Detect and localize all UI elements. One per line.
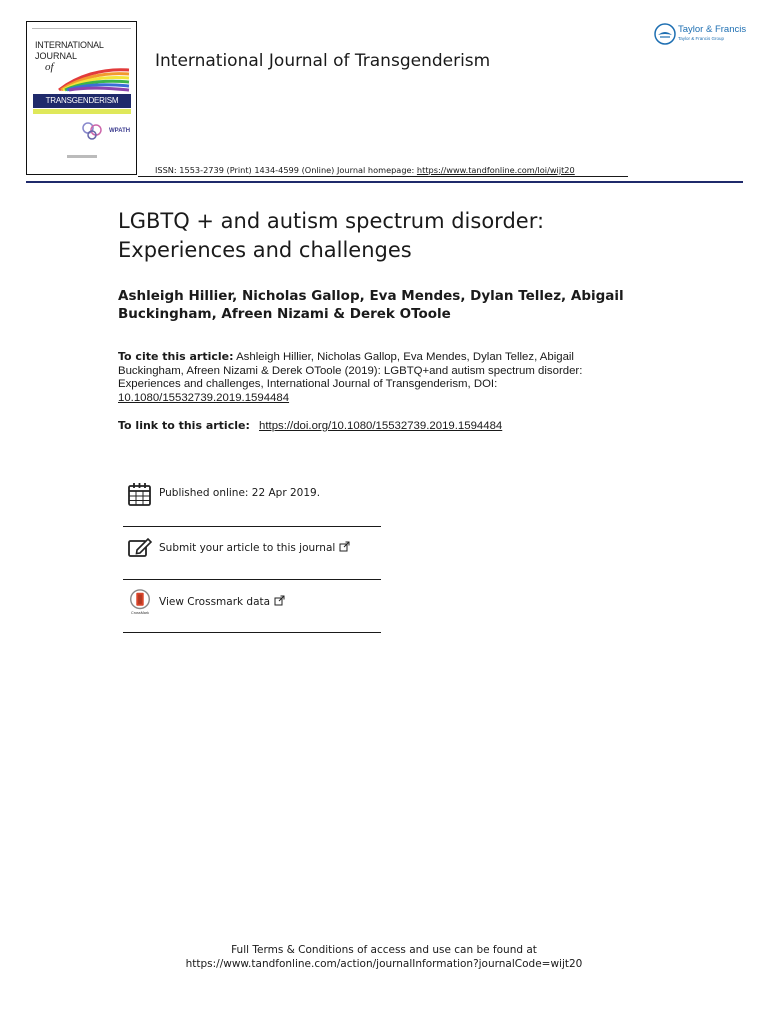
- link-label: To link to this article:: [118, 419, 250, 432]
- citation-block: [118, 350, 638, 405]
- authors-line1: Ashleigh Hillier, Nicholas Gallop, Eva Mendes, Dylan Tellez, Abigail: [118, 288, 624, 304]
- external-link-icon: [339, 541, 350, 552]
- cover-title-line2: JOURNAL: [35, 51, 78, 61]
- crossmark-icon: [127, 589, 153, 615]
- article-title-line1: LGBTQ + and autism spectrum disorder:: [118, 209, 545, 233]
- submit-article-text: Submit your article to this journal: [159, 542, 336, 554]
- crossmark-row[interactable]: [123, 589, 381, 641]
- issn-line: [155, 165, 575, 175]
- article-doi-url[interactable]: https://doi.org/10.1080/15532739.2019.1594484: [259, 420, 503, 432]
- svg-text:CrossMark: CrossMark: [131, 611, 149, 615]
- cover-rule: [32, 28, 131, 32]
- edit-icon: [127, 535, 153, 561]
- citation-label: To cite this article:: [118, 350, 234, 363]
- header-rule: [26, 181, 743, 183]
- cover-rainbow-graphic: [57, 66, 131, 92]
- article-title-line2: Experiences and challenges: [118, 238, 412, 262]
- article-authors: [118, 287, 678, 323]
- submit-article-link[interactable]: [159, 541, 350, 554]
- cover-strip: [33, 109, 131, 114]
- authors-line2: Buckingham, Afreen Nizami & Derek OToole: [118, 306, 451, 322]
- publisher-group: Taylor & Francis Group: [678, 36, 725, 41]
- header-thin-rule: [138, 176, 628, 177]
- published-online-text: Published online: 22 Apr 2019.: [159, 487, 321, 499]
- cover-title-line1: INTERNATIONAL: [35, 40, 104, 50]
- info-divider-1: [123, 526, 381, 527]
- journal-title: International Journal of Transgenderism: [155, 51, 491, 71]
- citation-doi-link[interactable]: 10.1080/15532739.2019.1594484: [118, 391, 290, 404]
- calendar-icon: [127, 481, 153, 507]
- external-link-icon: [274, 595, 285, 606]
- cover-symbol-graphic: [79, 120, 109, 142]
- cover-title-band: TRANSGENDERISM: [33, 94, 131, 108]
- info-divider-2: [123, 579, 381, 580]
- journal-cover-thumbnail: [26, 21, 137, 175]
- crossmark-link[interactable]: [159, 595, 285, 608]
- publisher-lamp-icon: [654, 23, 676, 45]
- info-divider-3: [123, 632, 381, 633]
- article-title: [118, 207, 678, 265]
- citation-text: Ashleigh Hillier, Nicholas Gallop, Eva Mendes, Dylan Tellez, Abigail Buckingham, Afreen Nizami & Derek OToole (2019): LGBTQ+and autism spectrum disorder: Experiences and challenges, International Journal of Transgenderism, DOI:: [118, 351, 583, 390]
- crossmark-text: View Crossmark data: [159, 596, 271, 608]
- terms-url[interactable]: https://www.tandfonline.com/action/journalInformation?journalCode=wijt20: [185, 958, 583, 970]
- terms-footer: [0, 943, 768, 971]
- publisher-name: Taylor & Francis: [678, 24, 747, 35]
- terms-line1: Full Terms & Conditions of access and use can be found at: [231, 944, 537, 956]
- cover-footer-mark: [67, 155, 97, 158]
- issn-text: ISSN: 1553-2739 (Print) 1434-4599 (Online) Journal homepage:: [155, 165, 417, 175]
- cover-wpath-logo: WPATH: [109, 128, 131, 134]
- article-link-line: [118, 419, 502, 432]
- journal-homepage-link[interactable]: https://www.tandfonline.com/loi/wijt20: [416, 165, 575, 175]
- publisher-logo[interactable]: [654, 23, 746, 47]
- cover-title-line3: of: [45, 61, 54, 73]
